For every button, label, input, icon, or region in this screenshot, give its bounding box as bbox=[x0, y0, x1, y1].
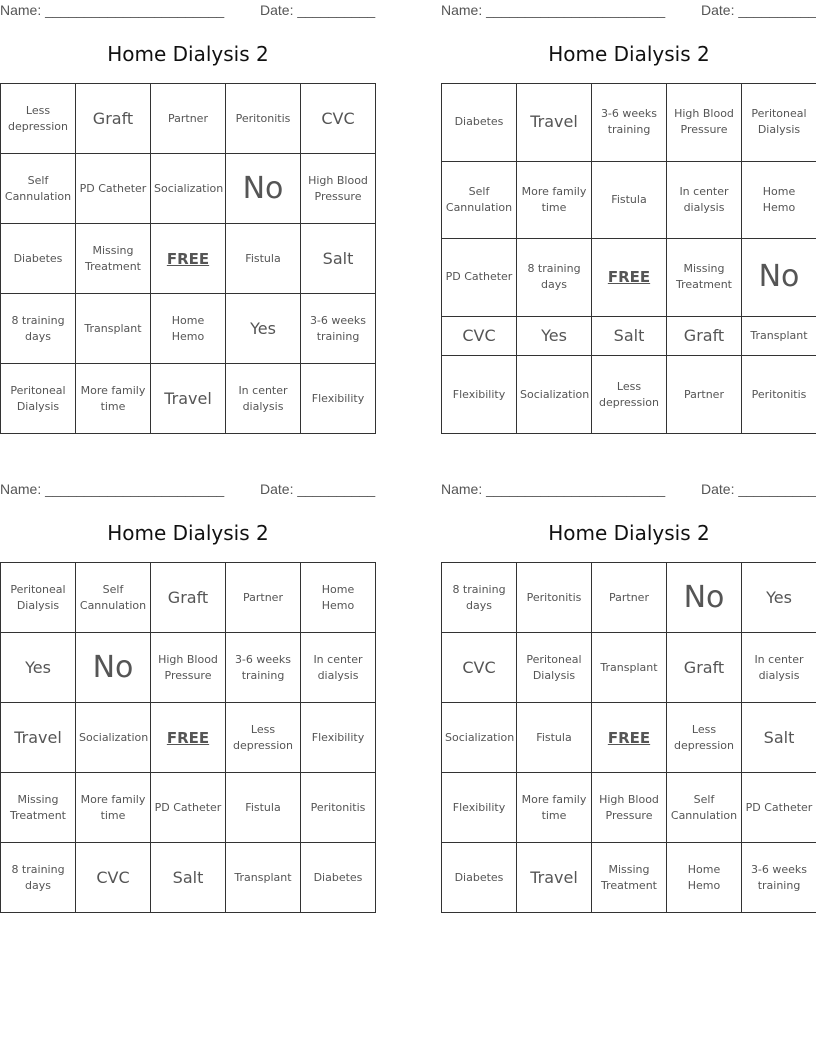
bingo-row bbox=[1, 364, 376, 434]
bingo-grid bbox=[0, 83, 376, 434]
bingo-cell: Yes bbox=[742, 563, 816, 633]
bingo-cell: Peritonitis bbox=[517, 563, 592, 633]
free-space: FREE bbox=[592, 239, 667, 317]
bingo-cell: 8 training days bbox=[1, 843, 76, 913]
bingo-row bbox=[442, 84, 816, 162]
bingo-card bbox=[0, 479, 376, 919]
bingo-cell: Salt bbox=[301, 224, 376, 294]
bingo-cell: Diabetes bbox=[301, 843, 376, 913]
bingo-cell: Home Hemo bbox=[742, 161, 816, 239]
bingo-cell: Self Cannulation bbox=[1, 154, 76, 224]
bingo-row bbox=[1, 843, 376, 913]
bingo-row bbox=[1, 703, 376, 773]
free-space: FREE bbox=[151, 703, 226, 773]
bingo-cell: High Blood Pressure bbox=[667, 84, 742, 162]
bingo-cell: Fistula bbox=[226, 224, 301, 294]
bingo-cell: Socialization bbox=[442, 703, 517, 773]
bingo-cell: Travel bbox=[1, 703, 76, 773]
bingo-row bbox=[1, 633, 376, 703]
bingo-cell: CVC bbox=[301, 84, 376, 154]
bingo-cell: Home Hemo bbox=[667, 843, 742, 913]
name-label: Name: _______________________ bbox=[0, 481, 225, 497]
bingo-cell: 3-6 weeks training bbox=[592, 84, 667, 162]
bingo-cell: Transplant bbox=[592, 633, 667, 703]
bingo-row bbox=[442, 161, 816, 239]
bingo-row bbox=[442, 239, 816, 317]
bingo-cell: More family time bbox=[76, 773, 151, 843]
bingo-cell: Partner bbox=[667, 356, 742, 434]
bingo-cell: Transplant bbox=[76, 294, 151, 364]
date-label: Date: __________ bbox=[701, 2, 816, 18]
bingo-row bbox=[1, 294, 376, 364]
bingo-cell: Missing Treatment bbox=[592, 843, 667, 913]
bingo-cell: In center dialysis bbox=[301, 633, 376, 703]
bingo-grid bbox=[0, 562, 376, 913]
bingo-cell: No bbox=[667, 563, 742, 633]
bingo-cell: Peritoneal Dialysis bbox=[742, 84, 816, 162]
bingo-cell: Fistula bbox=[517, 703, 592, 773]
bingo-cell: Flexibility bbox=[301, 364, 376, 434]
bingo-cell: High Blood Pressure bbox=[301, 154, 376, 224]
bingo-cell: PD Catheter bbox=[442, 239, 517, 317]
bingo-row bbox=[442, 703, 816, 773]
bingo-cell: Less depression bbox=[592, 356, 667, 434]
bingo-cell: Home Hemo bbox=[301, 563, 376, 633]
bingo-row bbox=[442, 843, 816, 913]
bingo-row bbox=[1, 154, 376, 224]
bingo-cell: CVC bbox=[442, 633, 517, 703]
bingo-cell: High Blood Pressure bbox=[151, 633, 226, 703]
bingo-cell: Graft bbox=[76, 84, 151, 154]
bingo-grid bbox=[441, 562, 816, 913]
bingo-cell: More family time bbox=[517, 773, 592, 843]
bingo-cell: 8 training days bbox=[442, 563, 517, 633]
bingo-cell: 3-6 weeks training bbox=[742, 843, 816, 913]
bingo-cell: Diabetes bbox=[442, 84, 517, 162]
name-date-row bbox=[0, 481, 376, 499]
bingo-cell: Travel bbox=[151, 364, 226, 434]
bingo-cell: In center dialysis bbox=[226, 364, 301, 434]
card-title: Home Dialysis 2 bbox=[107, 42, 269, 66]
name-label: Name: _______________________ bbox=[0, 2, 225, 18]
bingo-cell: Partner bbox=[226, 563, 301, 633]
bingo-cell: 8 training days bbox=[1, 294, 76, 364]
bingo-cell: Salt bbox=[151, 843, 226, 913]
name-date-row bbox=[441, 481, 816, 499]
bingo-card bbox=[441, 0, 816, 440]
bingo-cell: No bbox=[226, 154, 301, 224]
bingo-cell: CVC bbox=[442, 316, 517, 356]
date-label: Date: __________ bbox=[260, 481, 376, 497]
free-space: FREE bbox=[592, 703, 667, 773]
bingo-row bbox=[442, 633, 816, 703]
bingo-cell: In center dialysis bbox=[742, 633, 816, 703]
bingo-cell: Diabetes bbox=[442, 843, 517, 913]
bingo-cell: Graft bbox=[151, 563, 226, 633]
bingo-cell: Graft bbox=[667, 633, 742, 703]
bingo-cell: More family time bbox=[517, 161, 592, 239]
name-date-row bbox=[0, 2, 376, 20]
bingo-cell: 3-6 weeks training bbox=[301, 294, 376, 364]
bingo-cell: Partner bbox=[592, 563, 667, 633]
bingo-cell: Missing Treatment bbox=[1, 773, 76, 843]
bingo-card bbox=[0, 0, 376, 440]
bingo-cell: Fistula bbox=[226, 773, 301, 843]
bingo-cell: Peritoneal Dialysis bbox=[1, 563, 76, 633]
bingo-cell: CVC bbox=[76, 843, 151, 913]
card-title: Home Dialysis 2 bbox=[107, 521, 269, 545]
bingo-cell: Peritonitis bbox=[301, 773, 376, 843]
bingo-cell: No bbox=[742, 239, 816, 317]
bingo-cell: Travel bbox=[517, 84, 592, 162]
bingo-row bbox=[1, 224, 376, 294]
bingo-row bbox=[1, 84, 376, 154]
bingo-cell: Yes bbox=[517, 316, 592, 356]
bingo-cell: Socialization bbox=[76, 703, 151, 773]
bingo-cell: 3-6 weeks training bbox=[226, 633, 301, 703]
bingo-cell: Home Hemo bbox=[151, 294, 226, 364]
date-label: Date: __________ bbox=[260, 2, 376, 18]
bingo-row bbox=[442, 356, 816, 434]
bingo-cell: More family time bbox=[76, 364, 151, 434]
bingo-row bbox=[1, 773, 376, 843]
name-label: Name: _______________________ bbox=[441, 481, 666, 497]
bingo-cell: Transplant bbox=[742, 316, 816, 356]
bingo-cell: Peritoneal Dialysis bbox=[1, 364, 76, 434]
bingo-cell: Self Cannulation bbox=[76, 563, 151, 633]
bingo-cell: Flexibility bbox=[442, 773, 517, 843]
bingo-cell: Salt bbox=[742, 703, 816, 773]
bingo-row bbox=[1, 563, 376, 633]
bingo-cell: Less depression bbox=[1, 84, 76, 154]
bingo-cell: Salt bbox=[592, 316, 667, 356]
bingo-cell: Travel bbox=[517, 843, 592, 913]
bingo-cell: Graft bbox=[667, 316, 742, 356]
card-title: Home Dialysis 2 bbox=[548, 521, 710, 545]
bingo-cell: Partner bbox=[151, 84, 226, 154]
bingo-cell: Peritoneal Dialysis bbox=[517, 633, 592, 703]
bingo-cell: 8 training days bbox=[517, 239, 592, 317]
bingo-cell: Missing Treatment bbox=[667, 239, 742, 317]
bingo-cell: Peritonitis bbox=[742, 356, 816, 434]
bingo-cell: Peritonitis bbox=[226, 84, 301, 154]
bingo-cell: Yes bbox=[1, 633, 76, 703]
bingo-cell: Less depression bbox=[667, 703, 742, 773]
bingo-grid bbox=[441, 83, 816, 434]
card-title: Home Dialysis 2 bbox=[548, 42, 710, 66]
bingo-cell: Diabetes bbox=[1, 224, 76, 294]
bingo-row bbox=[442, 316, 816, 356]
bingo-row bbox=[442, 773, 816, 843]
name-date-row bbox=[441, 2, 816, 20]
name-label: Name: _______________________ bbox=[441, 2, 666, 18]
bingo-cell: Missing Treatment bbox=[76, 224, 151, 294]
bingo-cell: Less depression bbox=[226, 703, 301, 773]
bingo-cell: Transplant bbox=[226, 843, 301, 913]
bingo-cell: Flexibility bbox=[301, 703, 376, 773]
date-label: Date: __________ bbox=[701, 481, 816, 497]
bingo-cell: PD Catheter bbox=[76, 154, 151, 224]
bingo-cell: Fistula bbox=[592, 161, 667, 239]
bingo-cell: Self Cannulation bbox=[442, 161, 517, 239]
bingo-cell: PD Catheter bbox=[151, 773, 226, 843]
bingo-row bbox=[442, 563, 816, 633]
bingo-cell: Flexibility bbox=[442, 356, 517, 434]
bingo-cell: Yes bbox=[226, 294, 301, 364]
bingo-cell: High Blood Pressure bbox=[592, 773, 667, 843]
free-space: FREE bbox=[151, 224, 226, 294]
bingo-cell: PD Catheter bbox=[742, 773, 816, 843]
bingo-cell: In center dialysis bbox=[667, 161, 742, 239]
bingo-cell: Socialization bbox=[151, 154, 226, 224]
bingo-cell: Socialization bbox=[517, 356, 592, 434]
bingo-card bbox=[441, 479, 816, 919]
bingo-cell: No bbox=[76, 633, 151, 703]
bingo-cell: Self Cannulation bbox=[667, 773, 742, 843]
